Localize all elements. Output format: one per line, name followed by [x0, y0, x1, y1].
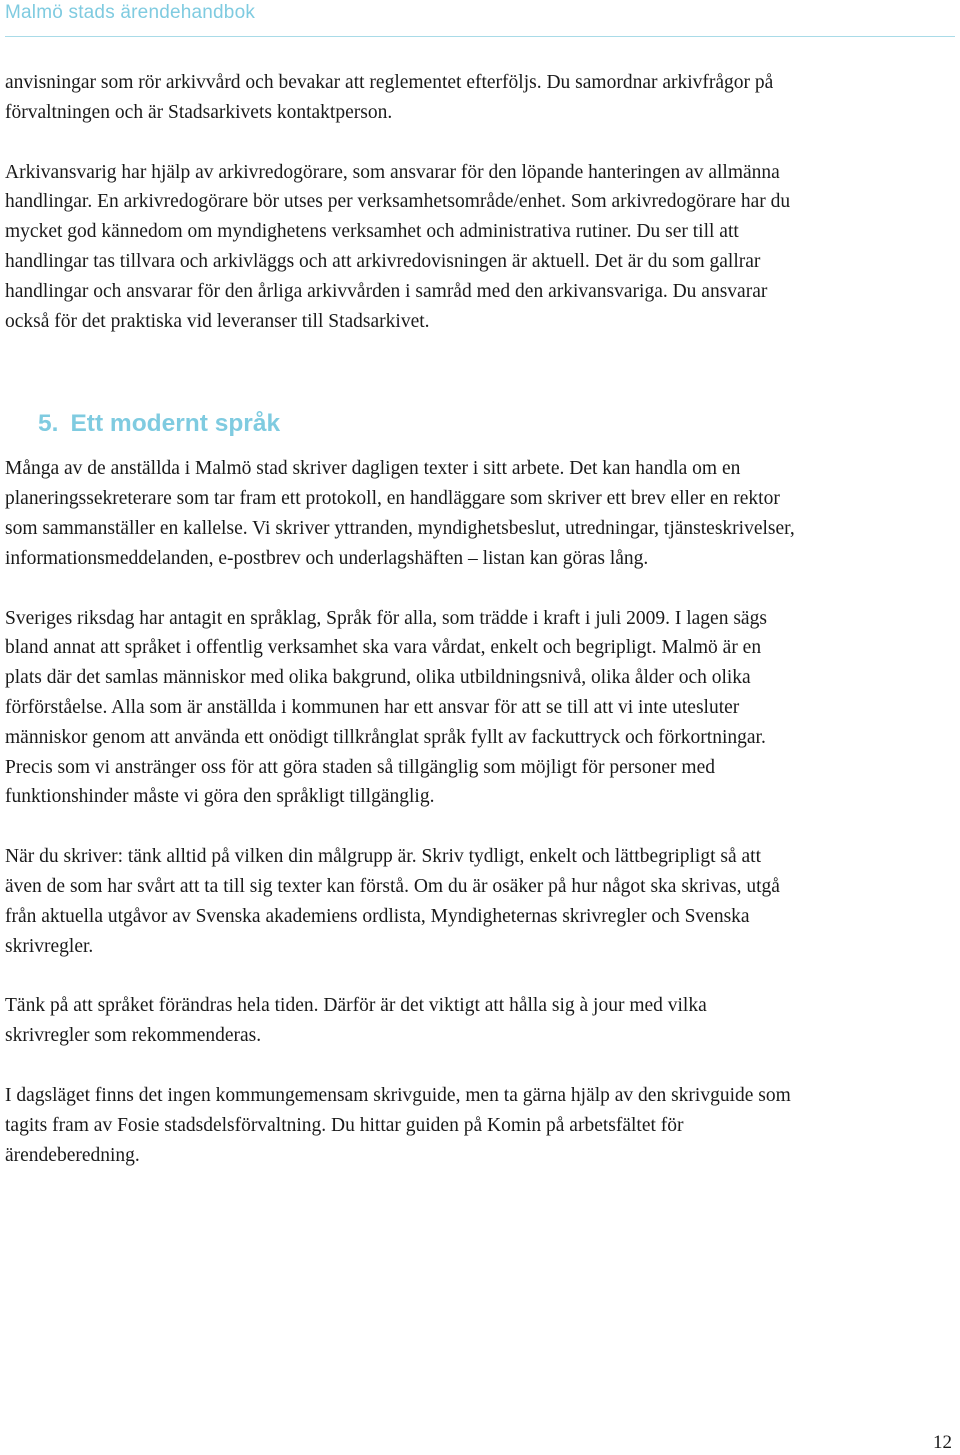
- page-content: [5, 68, 795, 1170]
- section-title: Ett modernt språk: [70, 410, 281, 438]
- section-paragraph-1: Många av de anställda i Malmö stad skriver dagligen texter i sitt arbete. Det kan handla om en planeringssekreterare som tar fram ett protokoll, en handläggare som skriver ett brev eller en rektor som sammanställer en kallelse. Vi skriver yttranden, myndighetsbeslut, utredningar, tjänsteskrivelser, informationsmeddelanden, e-postbrev och underlagshäften – listan kan göras lång.: [5, 458, 795, 569]
- section-heading: [38, 404, 795, 444]
- section-number: 5.: [38, 410, 59, 438]
- page-number: 12: [933, 1432, 952, 1453]
- handbook-title: Malmö stads ärendehandbok: [5, 2, 256, 23]
- intro-paragraph-2: Arkivansvarig har hjälp av arkivredogörare, som ansvarar för den löpande hanteringen av allmänna handlingar. En arkivredogörare bör utses per verksamhetsområde/enhet. Som arkivredogörare har du mycket god kännedom om myndighetens verksamhet och administrativa rutiner. Du ser till att handlingar tas tillvara och arkivläggs och att arkivredovisningen är aktuell. Det är du som gallrar handlingar och ansvarar för den årliga arkivvården i samråd med den arkivansvariga. Du ansvarar också för det praktiska vid leveranser till Stadsarkivet.: [5, 161, 791, 332]
- section-paragraph-4: Tänk på att språket förändras hela tiden. Därför är det viktigt att hålla sig à jour med vilka skrivregler som rekommenderas.: [5, 995, 707, 1047]
- page-header: [5, 0, 955, 37]
- section-paragraph-5: I dagsläget finns det ingen kommungemensam skrivguide, men ta gärna hjälp av den skrivguide som tagits fram av Fosie stadsdelsförvaltning. Du hittar guiden på Komin på arbetsfältet för ärendeberedning.: [5, 1084, 791, 1166]
- section-paragraph-3: När du skriver: tänk alltid på vilken din målgrupp är. Skriv tydligt, enkelt och lättbegripligt så att även de som har svårt att ta till sig texter kan förstå. Om du är osäker på hur något ska skrivas, utgå från aktuella utgåvor av Svenska akademiens ordlista, Myndigheternas skrivregler och Svenska skrivregler.: [5, 846, 780, 957]
- intro-paragraph-1: anvisningar som rör arkivvård och bevakar att reglementet efterföljs. Du samordnar arkivfrågor på förvaltningen och är Stadsarkivets kontaktperson.: [5, 72, 774, 123]
- section-paragraph-2: Sveriges riksdag har antagit en språklag, Språk för alla, som trädde i kraft i juli 2009. I lagen sägs bland annat att språket i offentlig verksamhet ska vara vårdat, enkelt och begripligt. Malmö är en plats där det samlas människor med olika bakgrund, olika utbildningsnivå, olika ålder och olika förförståelse. Alla som är anställda i kommunen har ett ansvar för att se till att vi inte utesluter människor genom att använda ett onödigt tillkrånglat språk fyllt av fackuttryck och förkortningar. Precis som vi anstränger oss för att göra staden så tillgänglig som möjligt för personer med funktionshinder måste vi göra den språkligt tillgänglig.: [5, 607, 767, 808]
